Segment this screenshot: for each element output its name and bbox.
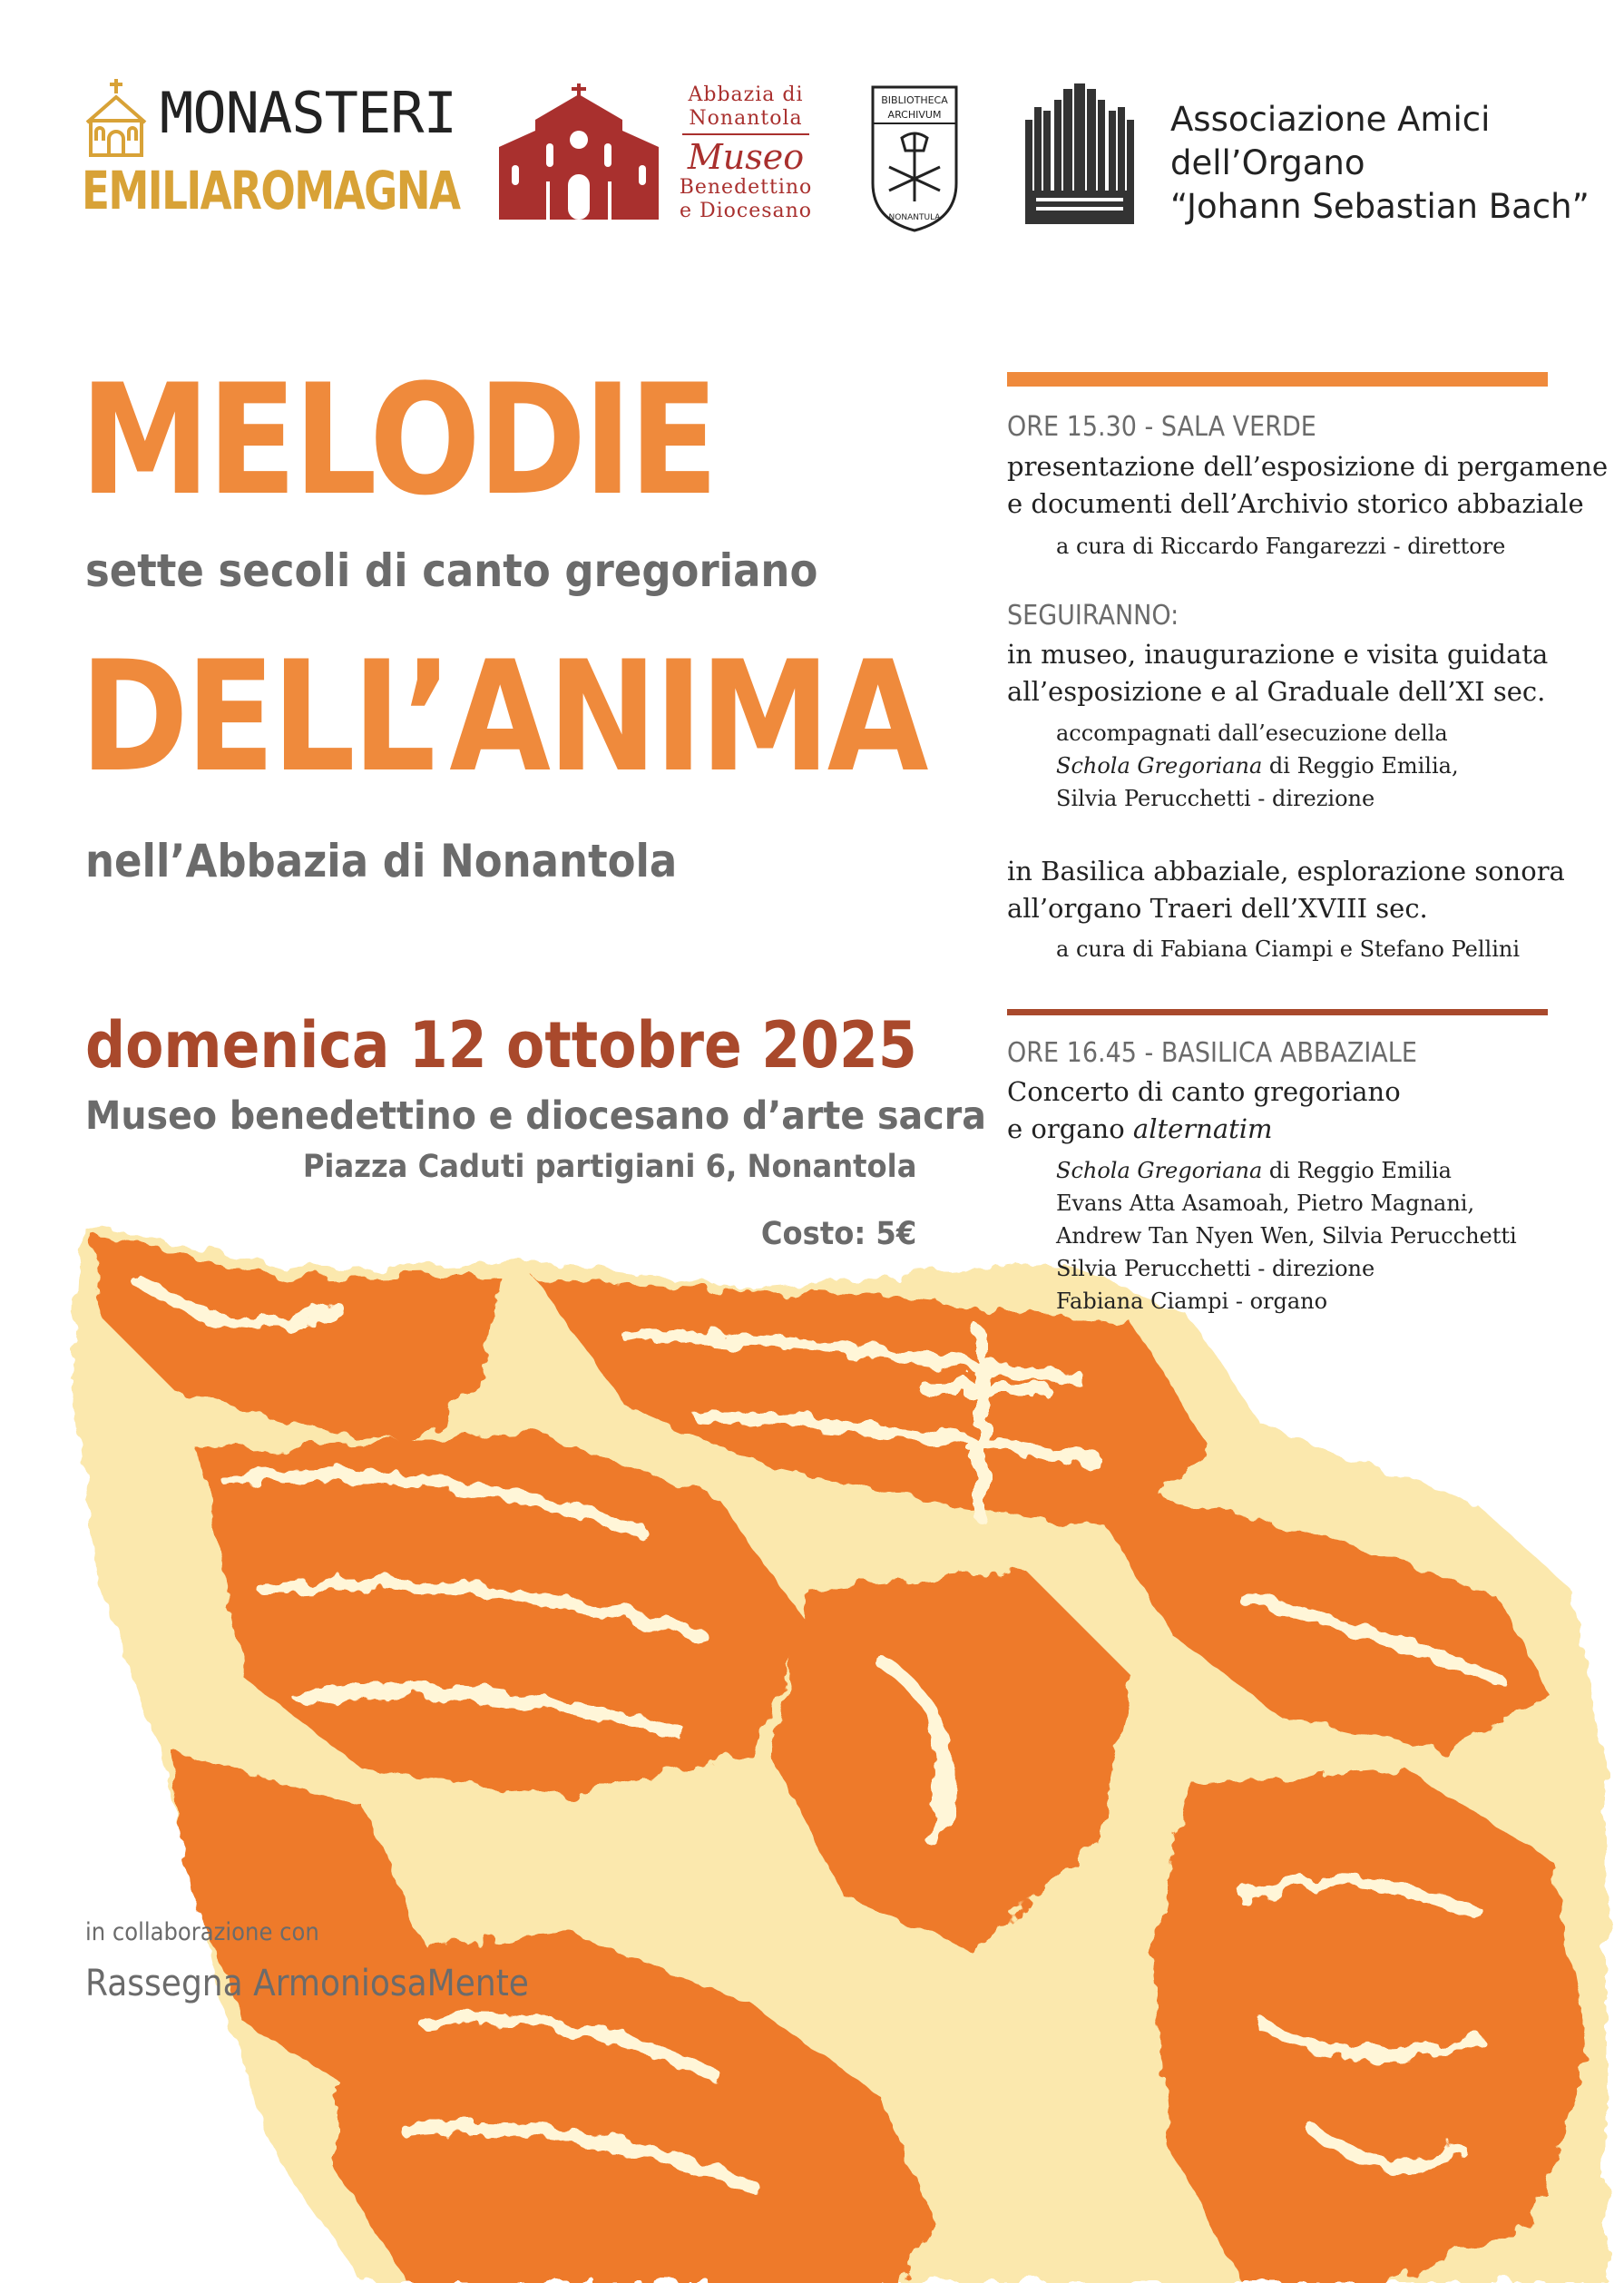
- logo-monasteri-emiliaromagna: [80, 77, 460, 231]
- abbazia-line-4: Benedettino: [679, 176, 813, 199]
- program-second-line-1: Concerto di canto gregoriano: [1007, 1076, 1401, 1107]
- program-museum-sub-1: accompagnati dall’esecuzione della: [1056, 720, 1448, 746]
- biblioteca-line-2: ARCHIVUM: [887, 109, 942, 121]
- program-second-line-2: [1007, 1111, 1273, 1148]
- collaboration-name: Rassegna ArmoniosaMente: [85, 1963, 529, 2004]
- event-date: domenica 12 ottobre 2025: [85, 1008, 917, 1083]
- organ-pipes-icon: [1025, 83, 1134, 224]
- associazione-line-3: “Johann Sebastian Bach”: [1170, 187, 1590, 226]
- program-first-heading: ORE 15.30 - SALA VERDE: [1007, 411, 1316, 443]
- program-museum-sub-3: Silvia Perucchetti - direzione: [1056, 786, 1375, 811]
- associazione-organo-label: [1170, 98, 1597, 229]
- abbazia-divider: [682, 133, 809, 135]
- program-first-line-1: presentazione dell’esposizione di pergamene: [1007, 451, 1609, 482]
- program-museum-sub-2: [1056, 750, 1459, 782]
- event-cost: Costo: 5€: [760, 1216, 916, 1252]
- program-mid-rule: [1007, 1009, 1548, 1015]
- event-address: Piazza Caduti partigiani 6, Nonantola: [302, 1149, 916, 1185]
- schola-rest-2: di Reggio Emilia: [1262, 1158, 1452, 1183]
- associazione-line-2: dell’Organo: [1170, 143, 1365, 182]
- logo-abbazia-nonantola: [499, 83, 817, 229]
- program-second-heading: ORE 16.45 - BASILICA ABBAZIALE: [1007, 1037, 1417, 1069]
- program-second-sub-2: Evans Atta Asamoah, Pietro Magnani,: [1056, 1190, 1475, 1216]
- title-subtitle: sette secoli di canto gregoriano: [85, 544, 818, 597]
- program-second-sub-5: Fabiana Ciampi - organo: [1056, 1288, 1328, 1314]
- logo-biblioteca-archivum: [869, 83, 960, 233]
- collaboration-label: in collaborazione con: [85, 1918, 319, 1946]
- biblioteca-line-1: BIBLIOTHECA: [881, 94, 948, 106]
- abbey-facade-icon: [499, 83, 662, 224]
- program-first-credit: a cura di Riccardo Fangarezzi - direttore: [1056, 534, 1506, 559]
- schola-italic-2: Schola Gregoriana: [1056, 1158, 1263, 1183]
- program-second-sub-3: Andrew Tan Nyen Wen, Silvia Perucchetti: [1056, 1223, 1517, 1249]
- program-basilica-line-1: in Basilica abbaziale, esplorazione sonora: [1007, 856, 1565, 887]
- abbazia-line-2: Nonantola: [689, 107, 803, 130]
- title-melodie: MELODIE: [80, 351, 716, 529]
- program-basilica-credit: a cura di Fabiana Ciampi e Stefano Pellini: [1056, 936, 1521, 962]
- biblioteca-line-3: NONANTULA: [888, 213, 941, 222]
- program-museum-line-2: all’esposizione e al Graduale dell’XI sec.: [1007, 676, 1546, 707]
- program-second-sub-4: Silvia Perucchetti - direzione: [1056, 1256, 1375, 1281]
- schola-rest: di Reggio Emilia,: [1262, 753, 1459, 779]
- program-basilica-line-2: all’organo Traeri dell’XVIII sec.: [1007, 893, 1428, 924]
- schola-italic: Schola Gregoriana: [1056, 753, 1263, 779]
- alternatim-italic: alternatim: [1132, 1113, 1273, 1144]
- monasteri-label: MONASTERI: [160, 80, 456, 146]
- shield-crest-icon: [869, 83, 960, 233]
- abbazia-line-1: Abbazia di: [688, 83, 804, 106]
- abbazia-line-3: Museo: [687, 137, 805, 177]
- logo-organ: [1025, 83, 1134, 224]
- title-dell-anima: DELL’ANIMA: [80, 628, 926, 806]
- title-place: nell’Abbazia di Nonantola: [85, 835, 678, 887]
- abbazia-line-5: e Diocesano: [679, 200, 813, 222]
- church-icon: [80, 77, 152, 159]
- emiliaromagna-label: EMILIAROMAGNA: [82, 160, 460, 221]
- event-venue: Museo benedettino e diocesano d’arte sacra: [85, 1093, 986, 1139]
- organo-prefix: e organo: [1007, 1113, 1133, 1144]
- associazione-line-1: Associazione Amici: [1170, 100, 1491, 139]
- program-second-sub-1: [1056, 1154, 1452, 1187]
- angel-woodcut-illustration: [64, 1207, 1624, 2283]
- program-following-heading: SEGUIRANNO:: [1007, 600, 1179, 632]
- abbazia-text: [673, 83, 818, 223]
- program-first-line-2: e documenti dell’Archivio storico abbaziale: [1007, 488, 1584, 519]
- program-museum-line-1: in museo, inaugurazione e visita guidata: [1007, 639, 1549, 670]
- program-top-rule: [1007, 372, 1548, 387]
